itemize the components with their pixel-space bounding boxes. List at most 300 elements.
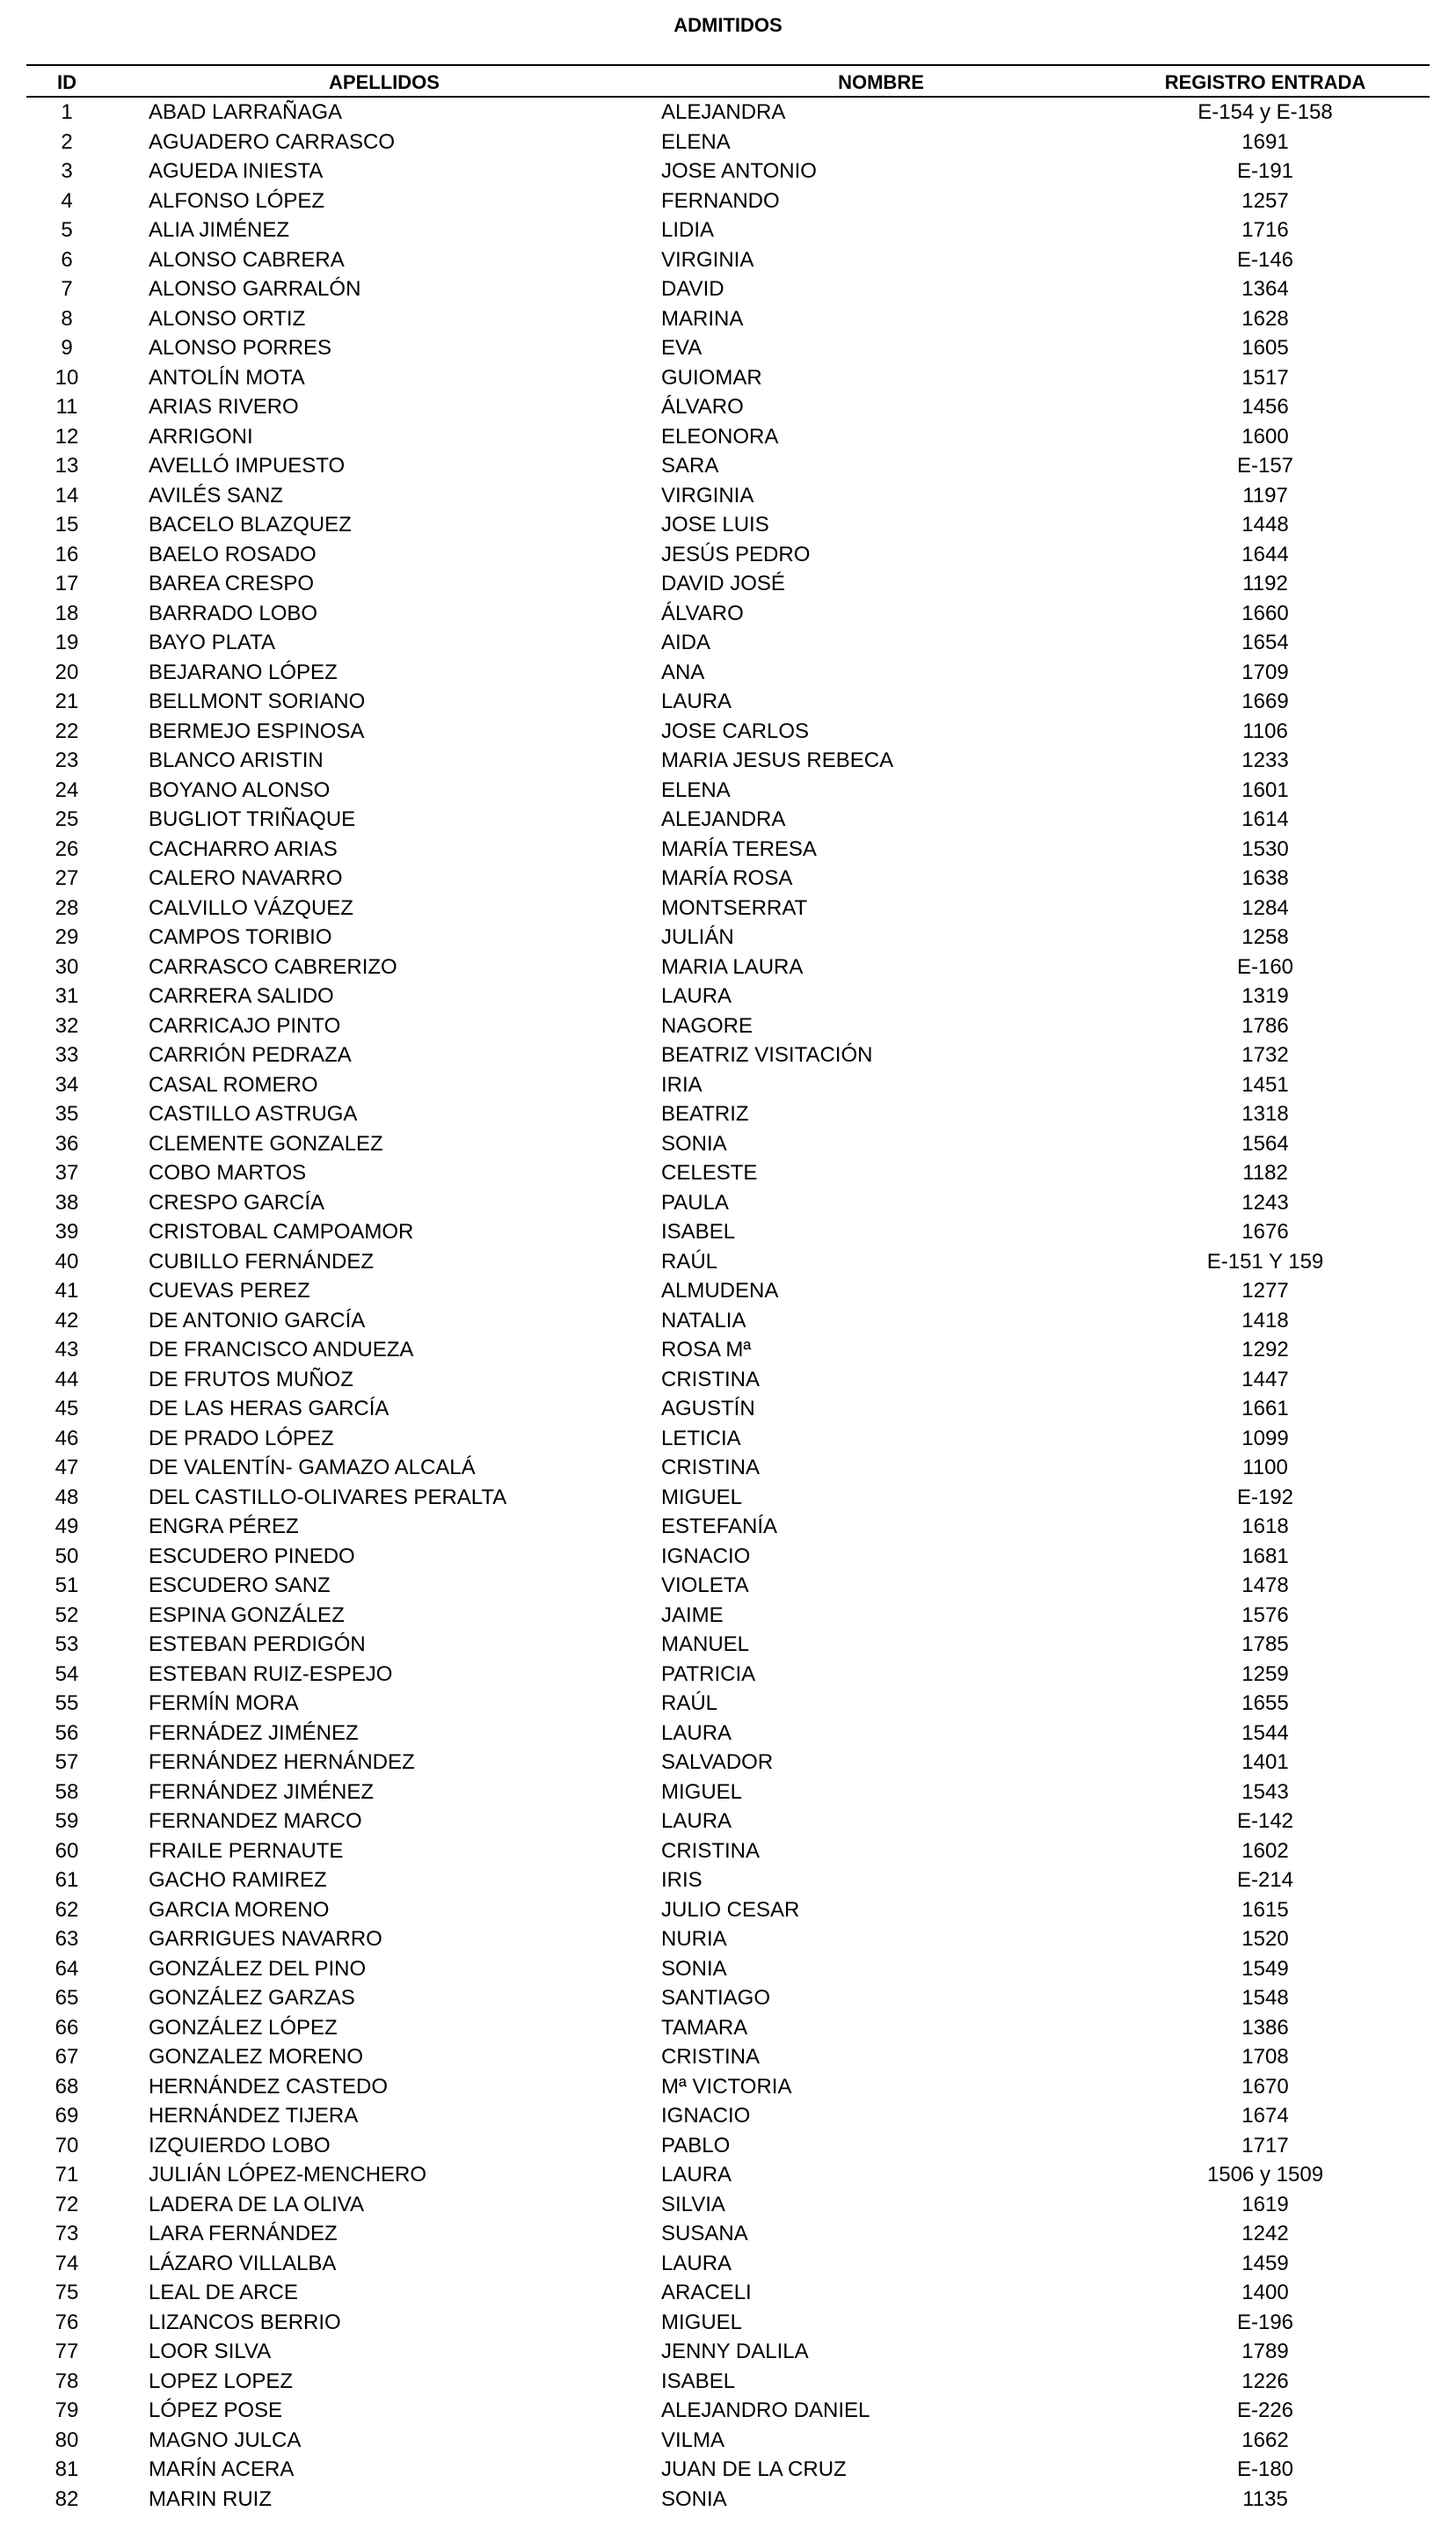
cell-apellidos: LADERA DE LA OLIVA — [149, 2192, 365, 2216]
cell-nombre: GUIOMAR — [661, 365, 762, 390]
header-apellidos: APELLIDOS — [107, 65, 661, 97]
cell-nombre: SANTIAGO — [661, 1986, 771, 2010]
table-row — [26, 1689, 1430, 1719]
cell-apellidos: MARIN RUIZ — [149, 2486, 272, 2511]
table-row — [26, 1983, 1430, 2013]
cell-id: 56 — [55, 1720, 79, 1745]
cell-nombre: ALEJANDRA — [661, 807, 786, 831]
cell-id: 52 — [55, 1602, 79, 1627]
cell-apellidos: HERNÁNDEZ CASTEDO — [149, 2074, 389, 2099]
cell-id: 42 — [55, 1308, 79, 1332]
cell-registro-entrada: 1601 — [1241, 778, 1289, 802]
cell-id: 62 — [55, 1897, 79, 1922]
cell-nombre: MARÍA ROSA — [661, 866, 793, 890]
cell-registro-entrada: 1318 — [1241, 1102, 1289, 1126]
cell-id: 34 — [55, 1072, 79, 1097]
cell-registro-entrada: 1548 — [1241, 1986, 1289, 2010]
cell-nombre: SONIA — [661, 1956, 727, 1981]
cell-apellidos: GONZÁLEZ DEL PINO — [149, 1956, 367, 1981]
cell-id: 21 — [55, 690, 79, 713]
cell-registro-entrada: 1605 — [1241, 336, 1289, 360]
cell-apellidos: BUGLIOT TRIÑAQUE — [149, 807, 356, 831]
cell-nombre: JOSE LUIS — [661, 513, 769, 537]
cell-registro-entrada: 1135 — [1242, 2486, 1288, 2511]
cell-id: 29 — [55, 925, 79, 949]
cell-id: 73 — [55, 2222, 79, 2245]
table-row — [26, 599, 1430, 629]
cell-nombre: RAÚL — [661, 1249, 718, 1274]
cell-nombre: BEATRIZ VISITACIÓN — [661, 1043, 873, 1067]
table-header — [26, 65, 1430, 97]
table-row — [26, 510, 1430, 540]
cell-registro-entrada: E-180 — [1236, 2457, 1294, 2481]
table-row — [26, 1099, 1430, 1129]
cell-nombre: SUSANA — [661, 2222, 748, 2245]
cell-registro-entrada: 1197 — [1242, 483, 1288, 507]
cell-nombre: NATALIA — [661, 1308, 746, 1332]
cell-registro-entrada: 1292 — [1241, 1338, 1289, 1362]
cell-id: 54 — [55, 1661, 79, 1686]
table-row — [26, 2190, 1430, 2220]
cell-id: 63 — [55, 1927, 79, 1951]
cell-id: 4 — [61, 188, 73, 213]
cell-id: 13 — [55, 454, 79, 478]
cell-registro-entrada: 1242 — [1241, 2222, 1289, 2245]
cell-registro-entrada: 1401 — [1241, 1750, 1289, 1774]
table-row — [26, 215, 1430, 245]
cell-apellidos: ESPINA GONZÁLEZ — [149, 1602, 345, 1627]
cell-nombre: MONTSERRAT — [661, 895, 808, 920]
cell-id: 5 — [61, 218, 73, 242]
cell-apellidos: GARRIGUES NAVARRO — [149, 1927, 382, 1951]
table-row — [26, 1807, 1430, 1836]
cell-registro-entrada: 1716 — [1241, 218, 1289, 242]
cell-registro-entrada: 1530 — [1241, 836, 1289, 861]
cell-registro-entrada: 1099 — [1241, 1426, 1289, 1450]
cell-id: 23 — [55, 748, 79, 772]
cell-registro-entrada: E-196 — [1236, 2310, 1294, 2334]
cell-nombre: BEATRIZ — [661, 1102, 749, 1126]
cell-apellidos: ENGRA PÉREZ — [149, 1515, 299, 1538]
cell-nombre: JOSE CARLOS — [661, 719, 810, 743]
table-row — [26, 717, 1430, 747]
cell-nombre: MIGUEL — [661, 1779, 743, 1804]
cell-registro-entrada: 1543 — [1241, 1779, 1289, 1804]
header-id: ID — [26, 65, 107, 97]
cell-apellidos: BAYO PLATA — [149, 631, 276, 654]
table-row — [26, 2072, 1430, 2102]
cell-nombre: ELENA — [661, 778, 731, 802]
table-row — [26, 304, 1430, 334]
cell-nombre: ISABEL — [661, 1220, 736, 1244]
cell-nombre: MARIA JESUS REBECA — [661, 748, 894, 772]
cell-registro-entrada: 1654 — [1241, 631, 1289, 654]
cell-registro-entrada: 1549 — [1241, 1956, 1289, 1981]
table-row — [26, 245, 1430, 275]
cell-registro-entrada: 1661 — [1241, 1397, 1289, 1420]
cell-id: 55 — [55, 1691, 79, 1715]
table-row — [26, 1719, 1430, 1748]
table-row — [26, 2337, 1430, 2367]
table-row — [26, 2160, 1430, 2190]
cell-registro-entrada: 1789 — [1241, 2340, 1289, 2363]
cell-nombre: LAURA — [661, 984, 732, 1008]
cell-apellidos: GONZÁLEZ GARZAS — [149, 1986, 355, 2010]
cell-id: 59 — [55, 1809, 79, 1833]
cell-id: 33 — [55, 1043, 79, 1067]
table-row — [26, 835, 1430, 865]
cell-nombre: ÁLVARO — [661, 601, 744, 625]
cell-registro-entrada: E-151 Y 159 — [1206, 1249, 1324, 1274]
cell-apellidos: MARÍN ACERA — [149, 2457, 295, 2481]
cell-nombre: PABLO — [661, 2133, 731, 2157]
cell-registro-entrada: 1319 — [1241, 984, 1289, 1008]
table-row — [26, 569, 1430, 599]
cell-id: 50 — [55, 1544, 79, 1568]
cell-id: 8 — [61, 306, 73, 331]
cell-apellidos: LÓPEZ POSE — [149, 2398, 283, 2422]
cell-id: 76 — [55, 2310, 79, 2334]
cell-registro-entrada: E-142 — [1236, 1809, 1294, 1833]
cell-apellidos: FERNANDEZ MARCO — [149, 1809, 362, 1833]
cell-apellidos: FRAILE PERNAUTE — [149, 1838, 344, 1863]
table-row — [26, 2367, 1430, 2397]
table-row — [26, 923, 1430, 953]
cell-apellidos: ARIAS RIVERO — [149, 395, 299, 419]
cell-apellidos: AVILÉS SANZ — [149, 483, 283, 507]
cell-apellidos: LÁZARO VILLALBA — [149, 2251, 337, 2275]
cell-id: 67 — [55, 2045, 79, 2069]
cell-registro-entrada: 1602 — [1241, 1838, 1289, 1863]
table-row — [26, 1188, 1430, 1218]
cell-id: 43 — [55, 1338, 79, 1362]
table-row — [26, 1306, 1430, 1336]
cell-nombre: PATRICIA — [661, 1661, 756, 1686]
table-row — [26, 2308, 1430, 2338]
table-row — [26, 1512, 1430, 1542]
cell-nombre: ÁLVARO — [661, 395, 744, 419]
cell-id: 44 — [55, 1367, 79, 1391]
cell-registro-entrada: 1456 — [1241, 395, 1289, 419]
cell-nombre: DAVID JOSÉ — [661, 572, 785, 595]
cell-nombre: ELENA — [661, 129, 731, 154]
cell-id: 12 — [55, 424, 79, 449]
cell-nombre: MARÍA TERESA — [661, 836, 817, 861]
cell-apellidos: ALIA JIMÉNEZ — [149, 218, 290, 242]
table-row — [26, 2131, 1430, 2161]
cell-registro-entrada: 1628 — [1241, 306, 1289, 331]
cell-nombre: NAGORE — [661, 1013, 753, 1038]
cell-apellidos: AGUEDA INIESTA — [149, 159, 324, 183]
cell-nombre: JENNY DALILA — [661, 2340, 809, 2363]
cell-nombre: FERNANDO — [661, 188, 780, 213]
cell-apellidos: CUBILLO FERNÁNDEZ — [149, 1249, 375, 1274]
cell-apellidos: ABAD LARRAÑAGA — [149, 100, 343, 124]
cell-nombre: VIRGINIA — [661, 483, 754, 507]
cell-id: 17 — [55, 572, 79, 595]
cell-nombre: SALVADOR — [661, 1750, 774, 1774]
cell-nombre: JESÚS PEDRO — [661, 542, 811, 566]
cell-id: 48 — [55, 1485, 79, 1509]
cell-registro-entrada: 1259 — [1241, 1661, 1289, 1686]
cell-id: 77 — [55, 2340, 79, 2363]
cell-registro-entrada: 1243 — [1241, 1190, 1289, 1215]
table-row — [26, 2042, 1430, 2072]
cell-registro-entrada: 1708 — [1241, 2045, 1289, 2069]
cell-registro-entrada: 1106 — [1242, 719, 1288, 743]
cell-nombre: ALEJANDRO DANIEL — [661, 2398, 870, 2422]
cell-id: 27 — [55, 866, 79, 890]
cell-nombre: SILVIA — [661, 2192, 725, 2216]
table-row — [26, 540, 1430, 570]
cell-nombre: LAURA — [661, 2251, 732, 2275]
cell-nombre: ROSA Mª — [661, 1338, 752, 1362]
table-row — [26, 1365, 1430, 1395]
cell-id: 24 — [55, 778, 79, 802]
cell-registro-entrada: 1670 — [1241, 2074, 1289, 2099]
table-row — [26, 2455, 1430, 2485]
cell-registro-entrada: 1785 — [1241, 1632, 1289, 1656]
cell-registro-entrada: 1600 — [1241, 424, 1289, 449]
cell-nombre: CRISTINA — [661, 2045, 761, 2069]
cell-apellidos: CASTILLO ASTRUGA — [149, 1102, 358, 1126]
cell-apellidos: DE FRUTOS MUÑOZ — [149, 1367, 353, 1391]
cell-apellidos: CASAL ROMERO — [149, 1072, 318, 1097]
cell-apellidos: ALONSO CABRERA — [149, 247, 345, 272]
cell-id: 32 — [55, 1013, 79, 1038]
cell-id: 60 — [55, 1838, 79, 1863]
table-row — [26, 422, 1430, 452]
table-row — [26, 481, 1430, 511]
cell-apellidos: DEL CASTILLO-OLIVARES PERALTA — [149, 1485, 507, 1509]
cell-nombre: IRIA — [661, 1072, 703, 1097]
cell-id: 22 — [55, 719, 79, 743]
cell-registro-entrada: E-192 — [1236, 1485, 1294, 1509]
cell-apellidos: BLANCO ARISTIN — [149, 748, 324, 772]
table-row — [26, 451, 1430, 481]
cell-apellidos: ALFONSO LÓPEZ — [149, 188, 325, 213]
cell-apellidos: HERNÁNDEZ TIJERA — [149, 2104, 359, 2128]
cell-registro-entrada: 1786 — [1241, 1013, 1289, 1038]
table-row — [26, 2426, 1430, 2456]
cell-registro-entrada: 1655 — [1241, 1691, 1289, 1715]
cell-id: 66 — [55, 2015, 79, 2040]
cell-apellidos: AGUADERO CARRASCO — [149, 129, 396, 154]
cell-id: 9 — [61, 336, 73, 360]
cell-id: 25 — [55, 807, 79, 831]
cell-registro-entrada: 1614 — [1241, 807, 1289, 831]
cell-id: 82 — [55, 2486, 79, 2511]
cell-id: 38 — [55, 1190, 79, 1215]
cell-apellidos: FERNÁNDEZ HERNÁNDEZ — [149, 1750, 415, 1774]
table-row — [26, 2219, 1430, 2249]
cell-nombre: ESTEFANÍA — [661, 1515, 778, 1538]
cell-nombre: VILMA — [661, 2427, 725, 2452]
cell-apellidos: ALONSO GARRALÓN — [149, 277, 361, 301]
cell-nombre: LAURA — [661, 690, 732, 713]
cell-registro-entrada: E-214 — [1236, 1868, 1294, 1892]
cell-apellidos: CALVILLO VÁZQUEZ — [149, 895, 353, 920]
cell-id: 6 — [61, 247, 73, 272]
cell-id: 75 — [55, 2281, 79, 2304]
table-row — [26, 1836, 1430, 1866]
cell-nombre: MIGUEL — [661, 2310, 743, 2334]
cell-nombre: CELESTE — [661, 1161, 758, 1185]
table-row — [26, 392, 1430, 422]
cell-registro-entrada: 1284 — [1241, 895, 1289, 920]
cell-apellidos: CLEMENTE GONZALEZ — [149, 1131, 383, 1156]
cell-apellidos: COBO MARTOS — [149, 1161, 307, 1185]
cell-id: 31 — [55, 984, 79, 1008]
header-row — [26, 65, 1430, 97]
cell-id: 69 — [55, 2104, 79, 2128]
cell-registro-entrada: 1364 — [1241, 277, 1289, 301]
table-row — [26, 333, 1430, 363]
table-row — [26, 1247, 1430, 1277]
cell-id: 14 — [55, 483, 79, 507]
cell-id: 70 — [55, 2133, 79, 2157]
table-row — [26, 2101, 1430, 2131]
cell-id: 46 — [55, 1426, 79, 1450]
cell-registro-entrada: 1644 — [1241, 542, 1289, 566]
cell-registro-entrada: 1662 — [1241, 2427, 1289, 2452]
cell-nombre: IRIS — [661, 1868, 703, 1892]
table-row — [26, 2013, 1430, 2043]
table-row — [26, 1217, 1430, 1247]
table-row — [26, 1483, 1430, 1513]
table-row — [26, 1571, 1430, 1601]
cell-nombre: ALEJANDRA — [661, 100, 786, 124]
cell-apellidos: DE PRADO LÓPEZ — [149, 1426, 334, 1450]
cell-nombre: AGUSTÍN — [661, 1397, 755, 1420]
cell-apellidos: ALONSO ORTIZ — [149, 306, 306, 331]
cell-registro-entrada: 1576 — [1241, 1602, 1289, 1627]
cell-registro-entrada: 1732 — [1241, 1043, 1289, 1067]
cell-apellidos: BOYANO ALONSO — [149, 778, 331, 802]
cell-apellidos: GARCIA MORENO — [149, 1897, 330, 1922]
table-row — [26, 1660, 1430, 1690]
cell-nombre: JULIÁN — [661, 925, 734, 949]
table-row — [26, 1895, 1430, 1925]
cell-nombre: VIRGINIA — [661, 247, 754, 272]
table-row — [26, 1865, 1430, 1895]
cell-nombre: JAIME — [661, 1602, 724, 1627]
cell-id: 37 — [55, 1161, 79, 1185]
cell-apellidos: LOOR SILVA — [149, 2340, 272, 2363]
cell-id: 79 — [55, 2398, 79, 2422]
cell-id: 57 — [55, 1750, 79, 1774]
cell-apellidos: ALONSO PORRES — [149, 336, 332, 360]
cell-apellidos: AVELLÓ IMPUESTO — [149, 454, 346, 478]
cell-id: 80 — [55, 2427, 79, 2452]
cell-apellidos: CALERO NAVARRO — [149, 866, 343, 890]
cell-id: 41 — [55, 1279, 79, 1303]
cell-nombre: DAVID — [661, 277, 724, 301]
cell-nombre: LETICIA — [661, 1426, 741, 1450]
table-row — [26, 982, 1430, 1011]
cell-nombre: LAURA — [661, 2163, 732, 2187]
table-row — [26, 1924, 1430, 1954]
cell-nombre: ALMUDENA — [661, 1279, 779, 1303]
cell-nombre: PAULA — [661, 1190, 729, 1215]
cell-nombre: JOSE ANTONIO — [661, 159, 817, 183]
cell-nombre: Mª VICTORIA — [661, 2074, 792, 2099]
admitidos-table — [26, 64, 1430, 2514]
table-row — [26, 628, 1430, 658]
cell-id: 11 — [55, 395, 78, 419]
cell-registro-entrada: 1676 — [1241, 1220, 1289, 1244]
cell-registro-entrada: 1506 y 1509 — [1206, 2163, 1324, 2187]
table-row — [26, 363, 1430, 393]
cell-registro-entrada: 1717 — [1241, 2133, 1289, 2157]
cell-apellidos: GONZALEZ MORENO — [149, 2045, 364, 2069]
cell-registro-entrada: 1277 — [1241, 1279, 1289, 1303]
cell-apellidos: CRESPO GARCÍA — [149, 1190, 325, 1215]
table-row — [26, 953, 1430, 982]
cell-nombre: SARA — [661, 454, 719, 478]
cell-id: 2 — [61, 129, 73, 154]
cell-nombre: ANA — [661, 660, 705, 684]
cell-id: 53 — [55, 1632, 79, 1656]
cell-registro-entrada: 1100 — [1242, 1456, 1288, 1479]
cell-registro-entrada: 1674 — [1241, 2104, 1289, 2128]
table-row — [26, 687, 1430, 717]
table-row — [26, 1954, 1430, 1984]
cell-nombre: CRISTINA — [661, 1456, 761, 1479]
cell-apellidos: DE ANTONIO GARCÍA — [149, 1308, 366, 1332]
cell-nombre: AIDA — [661, 631, 711, 654]
cell-apellidos: BAREA CRESPO — [149, 572, 315, 595]
cell-apellidos: ESTEBAN PERDIGÓN — [149, 1632, 366, 1656]
cell-nombre: ELEONORA — [661, 424, 779, 449]
cell-nombre: IGNACIO — [661, 2104, 751, 2128]
cell-apellidos: ESTEBAN RUIZ-ESPEJO — [149, 1661, 393, 1686]
cell-nombre: ARACELI — [661, 2281, 752, 2304]
cell-registro-entrada: 1544 — [1241, 1720, 1289, 1745]
cell-id: 47 — [55, 1456, 79, 1479]
cell-apellidos: BACELO BLAZQUEZ — [149, 513, 352, 537]
cell-apellidos: LIZANCOS BERRIO — [149, 2310, 341, 2334]
cell-registro-entrada: 1448 — [1241, 513, 1289, 537]
cell-nombre: TAMARA — [661, 2015, 748, 2040]
cell-nombre: CRISTINA — [661, 1367, 761, 1391]
table-row — [26, 186, 1430, 216]
cell-apellidos: BERMEJO ESPINOSA — [149, 719, 365, 743]
cell-apellidos: CARRICAJO PINTO — [149, 1013, 341, 1038]
table-row — [26, 1601, 1430, 1631]
header-registro-entrada: REGISTRO ENTRADA — [1101, 65, 1430, 97]
cell-id: 30 — [55, 954, 79, 979]
cell-id: 49 — [55, 1515, 79, 1538]
table-row — [26, 776, 1430, 806]
cell-id: 18 — [55, 601, 79, 625]
table-row — [26, 157, 1430, 186]
cell-id: 28 — [55, 895, 79, 920]
table-row — [26, 1453, 1430, 1483]
table-row — [26, 658, 1430, 688]
cell-registro-entrada: 1619 — [1241, 2192, 1289, 2216]
cell-apellidos: GACHO RAMIREZ — [149, 1868, 327, 1892]
table-row — [26, 128, 1430, 157]
cell-registro-entrada: E-191 — [1236, 159, 1294, 183]
table-row — [26, 805, 1430, 835]
header-nombre: NOMBRE — [661, 65, 1101, 97]
cell-apellidos: LARA FERNÁNDEZ — [149, 2222, 338, 2245]
cell-id: 45 — [55, 1397, 79, 1420]
cell-apellidos: DE FRANCISCO ANDUEZA — [149, 1338, 414, 1362]
cell-registro-entrada: E-154 y E-158 — [1198, 100, 1333, 124]
table-row — [26, 1158, 1430, 1188]
